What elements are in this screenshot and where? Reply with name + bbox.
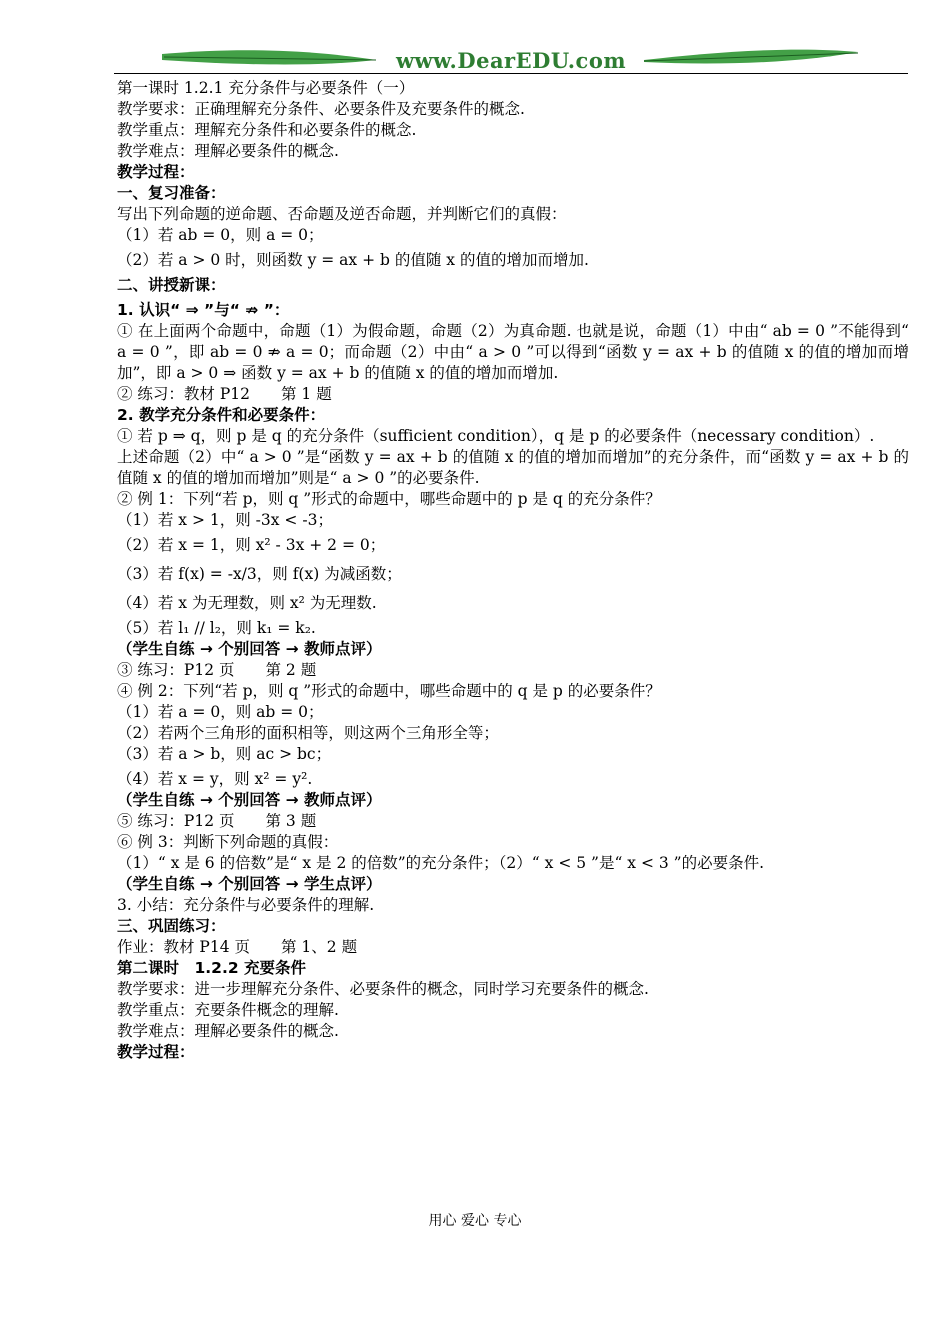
line-difficulty-2: 教学难点：理解必要条件的概念. xyxy=(117,1022,339,1040)
paragraph-definition: ① 若 p ⇒ q，则 p 是 q 的充分条件（sufficient condition），q 是 p 的必要条件（necessary condition）. xyxy=(117,427,875,445)
line-review-task: 写出下列命题的逆命题、否命题及逆否命题，并判断它们的真假： xyxy=(117,205,567,223)
document-body xyxy=(117,78,909,1063)
line-process: 教学过程： xyxy=(117,163,195,181)
lesson-1-title: 第一课时 1.2.1 充分条件与必要条件（一） xyxy=(117,79,415,97)
line-summary: 3. 小结：充分条件与必要条件的理解. xyxy=(117,896,375,914)
line-ex1-item-1: （1）若 x > 1，则 -3x < -3； xyxy=(117,511,333,529)
line-example-1: ② 例 1：下列“若 p，则 q ”形式的命题中，哪些命题中的 p 是 q 的充分条件？ xyxy=(117,490,661,508)
line-ex1-item-3: （3）若 f(x) = -x/3，则 f(x) 为减函数； xyxy=(117,565,402,583)
site-name: www.DearEDU.com xyxy=(395,48,627,73)
section-new-lesson: 二、讲授新课： xyxy=(117,276,226,294)
line-requirements: 教学要求：正确理解充分条件、必要条件及充要条件的概念. xyxy=(117,100,525,118)
line-review-1: （1）若 ab = 0，则 a = 0； xyxy=(117,226,324,244)
line-ex3-items: （1）“ x 是 6 的倍数”是“ x 是 2 的倍数”的充分条件；（2）“ x < 5 ”是“ x < 3 ”的必要条件. xyxy=(117,854,765,872)
line-exercise-1: ② 练习：教材 P12 第 1 题 xyxy=(117,385,332,403)
line-key-points-2: 教学重点：充要条件概念的理解. xyxy=(117,1001,339,1019)
line-practice-flow-3: （学生自练 → 个别回答 → 学生点评） xyxy=(117,875,382,893)
line-exercise-3: ⑤ 练习：P12 页 第 3 题 xyxy=(117,812,317,830)
line-ex2-item-2: （2）若两个三角形的面积相等，则这两个三角形全等； xyxy=(117,724,499,742)
line-process-2: 教学过程： xyxy=(117,1043,195,1061)
line-ex2-item-1: （1）若 a = 0，则 ab = 0； xyxy=(117,703,324,721)
line-exercise-2: ③ 练习：P12 页 第 2 题 xyxy=(117,661,317,679)
line-requirements-2: 教学要求：进一步理解充分条件、必要条件的概念，同时学习充要条件的概念. xyxy=(117,980,649,998)
section-review: 一、复习准备： xyxy=(117,184,226,202)
section-consolidation: 三、巩固练习： xyxy=(117,917,226,935)
paragraph-explanation: ① 在上面两个命题中，命题（1）为假命题，命题（2）为真命题. 也就是说，命题（1）中由“ ab = 0 ”不能得到“ a = 0 ”，即 ab = 0 ⇏ a = 0；而命题（2）中由“ a > 0 ”可以得到“函数 y = ax + b 的值随 x 的值的增加而增加”，即 a > 0 ⇒ 函数 y = ax + b 的值随 x 的值的增加而增加. xyxy=(117,322,909,382)
line-ex2-item-4: （4）若 x = y，则 x² = y². xyxy=(117,770,313,788)
line-review-2: （2）若 a > 0 时，则函数 y = ax + b 的值随 x 的值的增加而增加. xyxy=(117,251,589,269)
subsection-symbols: 1. 认识“ ⇒ ”与“ ⇏ ”： xyxy=(117,301,290,319)
header-rule xyxy=(114,73,908,74)
paragraph-example-context: 上述命题（2）中“ a > 0 ”是“函数 y = ax + b 的值随 x 的值的增加而增加”的充分条件，而“函数 y = ax + b 的值随 x 的值的增加而增加”则是“ a > 0 ”的必要条件. xyxy=(117,448,909,487)
lesson-2-title: 第二课时 1.2.2 充要条件 xyxy=(117,959,307,977)
line-ex2-item-3: （3）若 a > b，则 ac > bc； xyxy=(117,745,332,763)
line-ex1-item-2: （2）若 x = 1，则 x² - 3x + 2 = 0； xyxy=(117,536,386,554)
page-footer: 用心 爱心 专心 xyxy=(428,1213,522,1229)
line-difficulty: 教学难点：理解必要条件的概念. xyxy=(117,142,339,160)
line-example-3: ⑥ 例 3：判断下列命题的真假： xyxy=(117,833,339,851)
site-banner xyxy=(114,40,908,76)
line-practice-flow-2: （学生自练 → 个别回答 → 教师点评） xyxy=(117,791,382,809)
line-practice-flow-1: （学生自练 → 个别回答 → 教师点评） xyxy=(117,640,382,658)
line-ex1-item-4: （4）若 x 为无理数，则 x² 为无理数. xyxy=(117,594,377,612)
line-ex1-item-5: （5）若 l₁ // l₂，则 k₁ = k₂. xyxy=(117,619,316,637)
line-example-2: ④ 例 2：下列“若 p，则 q ”形式的命题中，哪些命题中的 q 是 p 的必要条件？ xyxy=(117,682,661,700)
subsection-conditions: 2. 教学充分条件和必要条件： xyxy=(117,406,326,424)
line-homework: 作业：教材 P14 页 第 1、2 题 xyxy=(117,938,358,956)
line-key-points: 教学重点：理解充分条件和必要条件的概念. xyxy=(117,121,417,139)
